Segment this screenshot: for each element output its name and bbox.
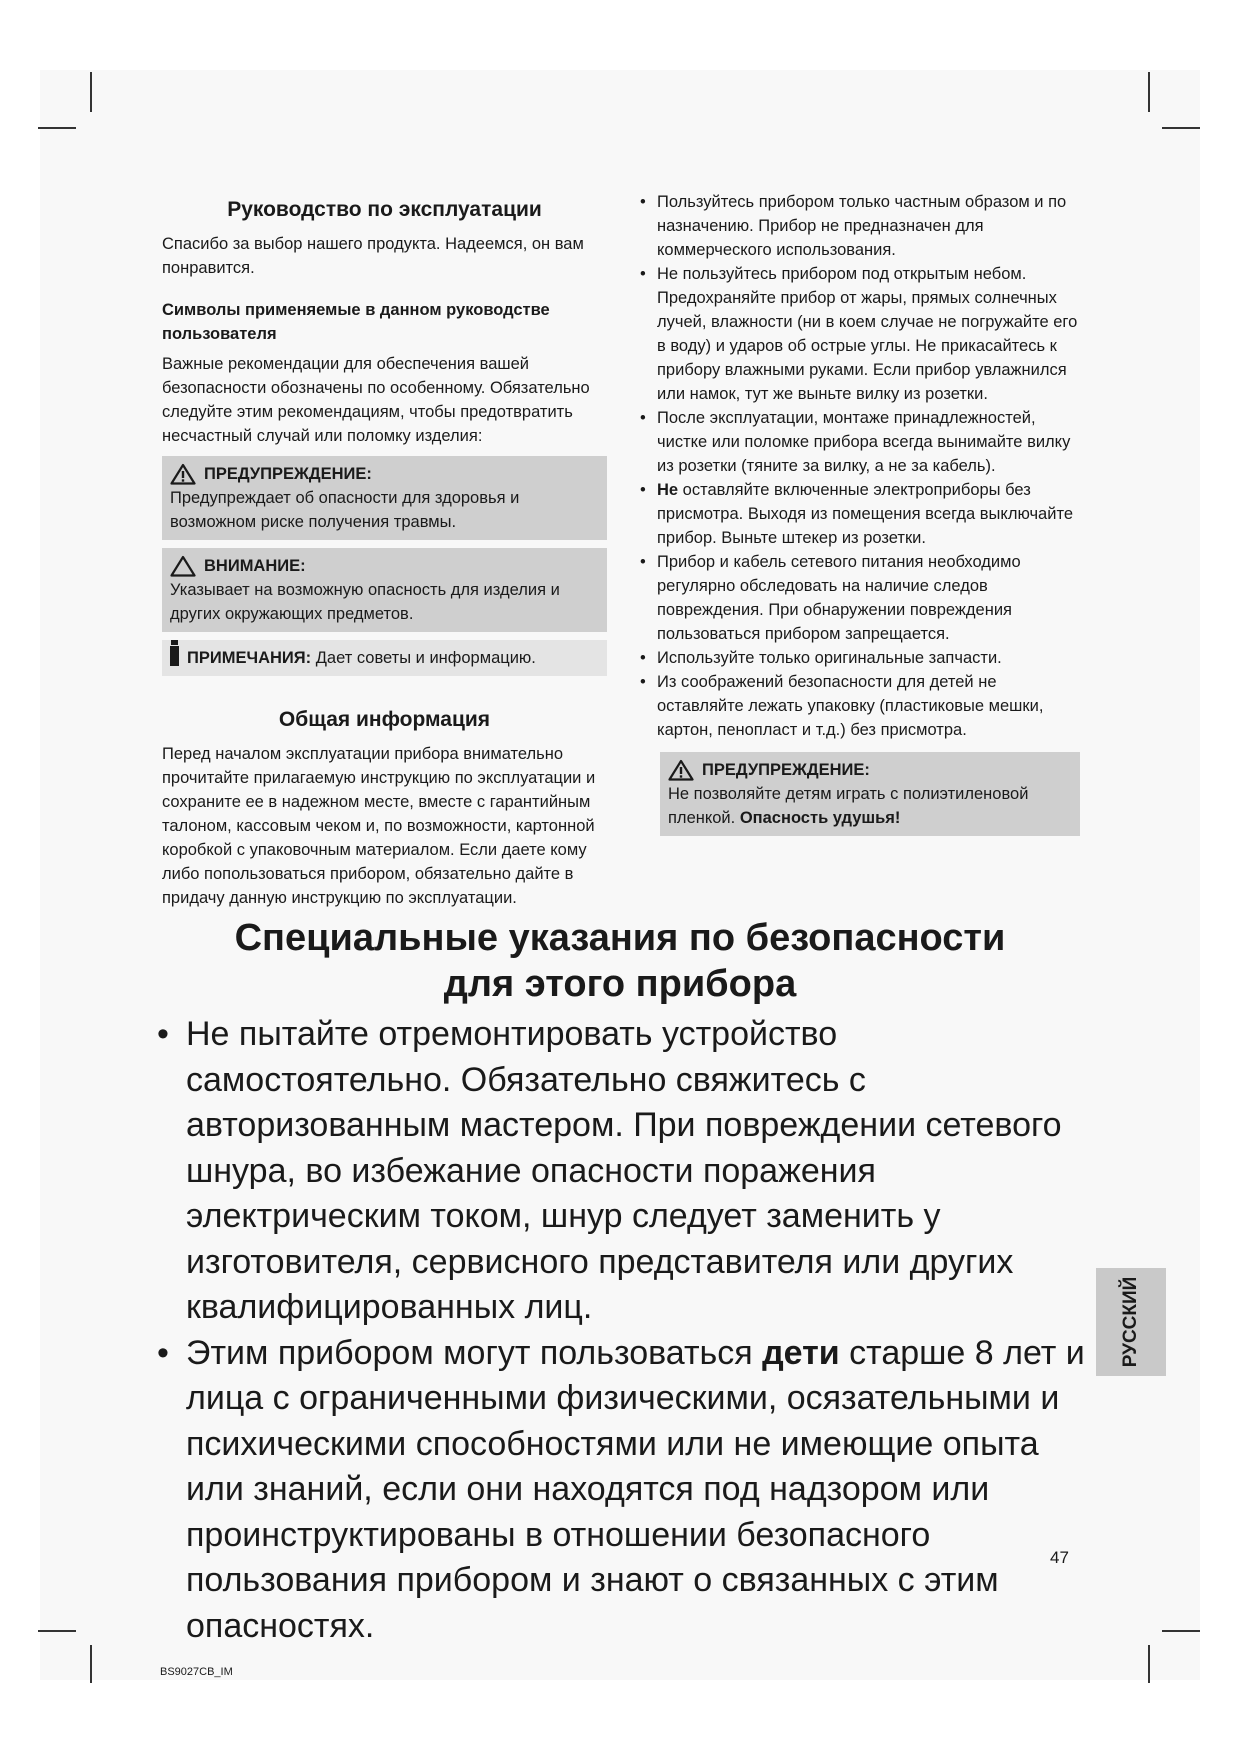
list-item: • После эксплуатации, монтаже принадлежностей, чистке или поломке прибора всегда вынимайте вилку из розетки (тяните за вилку, а не за кабель). (640, 406, 1080, 478)
note-label: ПРИМЕЧАНИЯ: (187, 649, 312, 667)
list-item: • Не оставляйте включенные электроприборы без присмотра. Выходя из помещения всегда выключайте прибор. Выньте штекер из розетки. (640, 478, 1080, 550)
list-item: • Этим прибором могут пользоваться дети старше 8 лет и лица с ограниченными физическими, осязательными и психическими способностями или не имеющие опыта или знаний, если они находятся под надзором или проинструктированы в отношении безопасного пользования прибором и знают о связанных с этим опасностях. (155, 1331, 1105, 1650)
language-tab (1096, 1268, 1166, 1376)
crop-mark (1162, 1630, 1200, 1632)
caution-box (162, 548, 607, 632)
child-warning-box (660, 752, 1080, 836)
crop-mark (1148, 1645, 1150, 1683)
caution-title (170, 554, 599, 578)
list-item: • Из соображений безопасности для детей не оставляйте лежать упаковку (пластиковые мешки, картон, пенопласт и т.д.) без присмотра. (640, 670, 1080, 742)
warning-text: Предупреждает об опасности для здоровья и возможном риске получения травмы. (170, 489, 520, 531)
safety-list (640, 190, 1080, 742)
intro-text: Спасибо за выбор нашего продукта. Надеемся, он вам понравится. (162, 235, 584, 277)
right-column (640, 190, 1080, 836)
page-number: 47 (1050, 1548, 1069, 1567)
child-warning-text: Не позволяйте детям играть с полиэтиленовой пленкой. Опасность удушья! (668, 785, 1029, 827)
symbols-heading: Символы применяемые в данном руководстве пользователя (162, 301, 550, 343)
special-safety-title: Специальные указания по безопасности для этого прибора (234, 917, 1006, 1005)
left-column (162, 190, 607, 910)
document-code: BS9027CB_IM (160, 1666, 233, 1678)
caution-text: Указывает на возможную опасность для изделия и других окружающих предметов. (170, 581, 560, 623)
child-warning-label: ПРЕДУПРЕЖДЕНИЕ: (702, 761, 870, 779)
info-icon (170, 646, 179, 666)
special-safety-list (155, 1012, 1105, 1649)
note-box (162, 640, 607, 676)
crop-mark (38, 1630, 76, 1632)
child-warning-title (668, 758, 1072, 782)
list-item: • Пользуйтесь прибором только частным образом и по назначению. Прибор не предназначен для коммерческого использования. (640, 190, 1080, 262)
list-item: • Прибор и кабель сетевого питания необходимо регулярно обследовать на наличие следов повреждения. При обнаружении повреждения пользоваться прибором запрещается. (640, 550, 1080, 646)
warning-label: ПРЕДУПРЕЖДЕНИЕ: (204, 465, 372, 483)
list-item: • Не пользуйтесь прибором под открытым небом. Предохраняйте прибор от жары, прямых солнечных лучей, влажности (ни в коем случае не погружайте его в воду) и ударов об острые углы. Не прикасайтесь к прибору влажными руками. Если прибор увлажнился или намок, тут же выньте вилку из розетки. (640, 262, 1080, 406)
caution-label: ВНИМАНИЕ: (204, 557, 306, 575)
crop-mark (90, 72, 92, 112)
warning-title (170, 462, 599, 486)
crop-mark (1148, 72, 1150, 112)
general-text: Перед началом эксплуатации прибора внимательно прочитайте прилагаемую инструкцию по эксплуатации и сохраните ее в надежном месте, вместе с гарантийным талоном, кассовым чеком и, по возможности, картонной коробкой с упаковочным материалом. Если даете кому либо попользоваться прибором, обязательно дайте в придачу данную инструкцию по эксплуатации. (162, 745, 596, 907)
crop-mark (90, 1645, 92, 1683)
general-heading: Общая информация (278, 708, 491, 731)
list-item: • Используйте только оригинальные запчасти. (640, 646, 1080, 670)
crop-mark (38, 127, 76, 129)
warning-triangle-icon (668, 759, 694, 781)
list-item: • Не пытайте отремонтировать устройство самостоятельно. Обязательно свяжитесь с авторизованным мастером. При повреждении сетевого шнура, во избежание опасности поражения электрическим током, шнур следует заменить у изготовителя, сервисного представителя или других квалифицированных лиц. (155, 1012, 1105, 1331)
manual-title: Руководство по эксплуатации (227, 198, 542, 221)
crop-mark (1162, 127, 1200, 129)
warning-box (162, 456, 607, 540)
caution-triangle-icon (170, 555, 196, 577)
symbols-text: Важные рекомендации для обеспечения вашей безопасности обозначены по особенному. Обязательно следуйте этим рекомендациям, чтобы предотвратить несчастный случай или поломку изделия: (162, 355, 590, 445)
language-tab-label: РУССКИЙ (1120, 1276, 1141, 1368)
warning-triangle-icon (170, 463, 196, 485)
note-text: Дает советы и информацию. (315, 649, 536, 667)
